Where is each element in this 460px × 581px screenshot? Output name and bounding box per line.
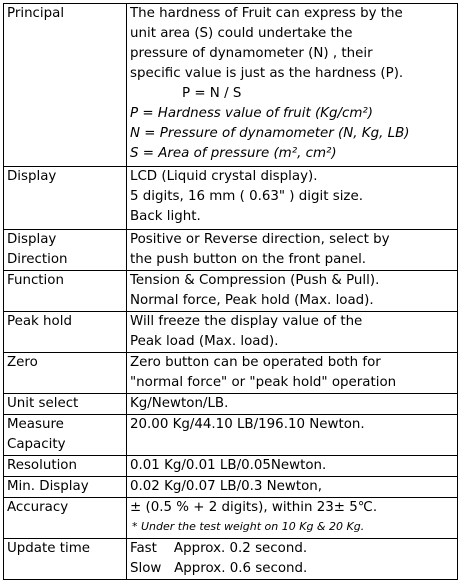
footnote: * Under the test weight on 10 Kg & 20 Kg.: [132, 520, 365, 533]
table-row-principal: [4, 4, 458, 167]
table-row-zero: [4, 353, 458, 394]
specification-table: [3, 3, 458, 580]
row-value: [127, 415, 458, 456]
value-line: ± (0.5 % + 2 digits), within 23± 5℃.: [130, 500, 378, 515]
value-line: 5 digits, 16 mm ( 0.63" ) digit size.: [130, 189, 363, 204]
definition-line: N = Pressure of dynamometer (N, Kg, LB): [130, 126, 410, 141]
value-line: Zero button can be operated both for: [130, 355, 381, 370]
row-label-text: Zero: [7, 355, 38, 370]
definition-line: S = Area of pressure (m², cm²): [130, 146, 337, 161]
row-label-text: Direction: [7, 252, 68, 267]
row-label: [4, 230, 127, 271]
row-label-text: Peak hold: [7, 314, 72, 329]
table-row-accuracy: [4, 498, 458, 539]
value-line: 20.00 Kg/44.10 LB/196.10 Newton.: [130, 417, 365, 432]
row-value: [127, 167, 458, 230]
value-line: Positive or Reverse direction, select by: [130, 232, 390, 247]
value-line: LCD (Liquid crystal display).: [130, 169, 318, 184]
row-value: [127, 230, 458, 271]
row-label: [4, 498, 127, 539]
row-label: [4, 415, 127, 456]
row-label-text: Principal: [7, 6, 65, 21]
row-label: [4, 353, 127, 394]
row-label: [4, 167, 127, 230]
table-row-unit-select: [4, 394, 458, 415]
table-row-min-display: [4, 477, 458, 498]
row-label-text: Accuracy: [7, 500, 69, 515]
value-line: the push button on the front panel.: [130, 252, 367, 267]
table-row-display: [4, 167, 458, 230]
table-row-resolution: [4, 456, 458, 477]
row-value: [127, 394, 458, 415]
value-line: 0.02 Kg/0.07 LB/0.3 Newton,: [130, 479, 323, 494]
value-line: specific value is just as the hardness (P).: [130, 66, 404, 81]
value-line: Fast Approx. 0.2 second.: [130, 541, 308, 556]
value-line: pressure of dynamometer (N) , their: [130, 46, 373, 61]
value-line: Slow Approx. 0.6 second.: [130, 561, 308, 576]
row-label-text: Function: [7, 273, 64, 288]
value-line: Peak load (Max. load).: [130, 334, 279, 349]
row-value: [127, 498, 458, 539]
row-label: [4, 477, 127, 498]
row-label-text: Update time: [7, 541, 91, 556]
row-value: [127, 353, 458, 394]
value-line: Kg/Newton/LB.: [130, 396, 229, 411]
value-line: The hardness of Fruit can express by the: [130, 6, 403, 21]
value-line: Will freeze the display value of the: [130, 314, 363, 329]
table-row-measure-capacity: [4, 415, 458, 456]
table-row-function: [4, 271, 458, 312]
row-label: [4, 456, 127, 477]
value-line: 0.01 Kg/0.01 LB/0.05Newton.: [130, 458, 327, 473]
row-label-text: Min. Display: [7, 479, 89, 494]
value-line: Normal force, Peak hold (Max. load).: [130, 293, 374, 308]
row-value: [127, 4, 458, 167]
row-value: [127, 477, 458, 498]
row-label-text: Unit select: [7, 396, 79, 411]
row-label-text: Capacity: [7, 437, 66, 452]
table-row-peak-hold: [4, 312, 458, 353]
table-row-update-time: [4, 539, 458, 580]
row-label-text: Display: [7, 232, 57, 247]
row-label: [4, 312, 127, 353]
row-label-text: Measure: [7, 417, 64, 432]
row-label: [4, 271, 127, 312]
formula: P = N / S: [182, 86, 242, 101]
row-value: [127, 456, 458, 477]
row-label-text: Display: [7, 169, 57, 184]
row-label: [4, 394, 127, 415]
table-row-display-direction: [4, 230, 458, 271]
value-line: Back light.: [130, 209, 201, 224]
value-line: "normal force" or "peak hold" operation: [130, 375, 397, 390]
row-value: [127, 539, 458, 580]
row-label-text: Resolution: [7, 458, 77, 473]
row-value: [127, 312, 458, 353]
row-label: [4, 4, 127, 167]
row-value: [127, 271, 458, 312]
definition-line: P = Hardness value of fruit (Kg/cm²): [130, 106, 373, 121]
value-line: unit area (S) could undertake the: [130, 26, 353, 41]
value-line: Tension & Compression (Push & Pull).: [130, 273, 380, 288]
row-label: [4, 539, 127, 580]
